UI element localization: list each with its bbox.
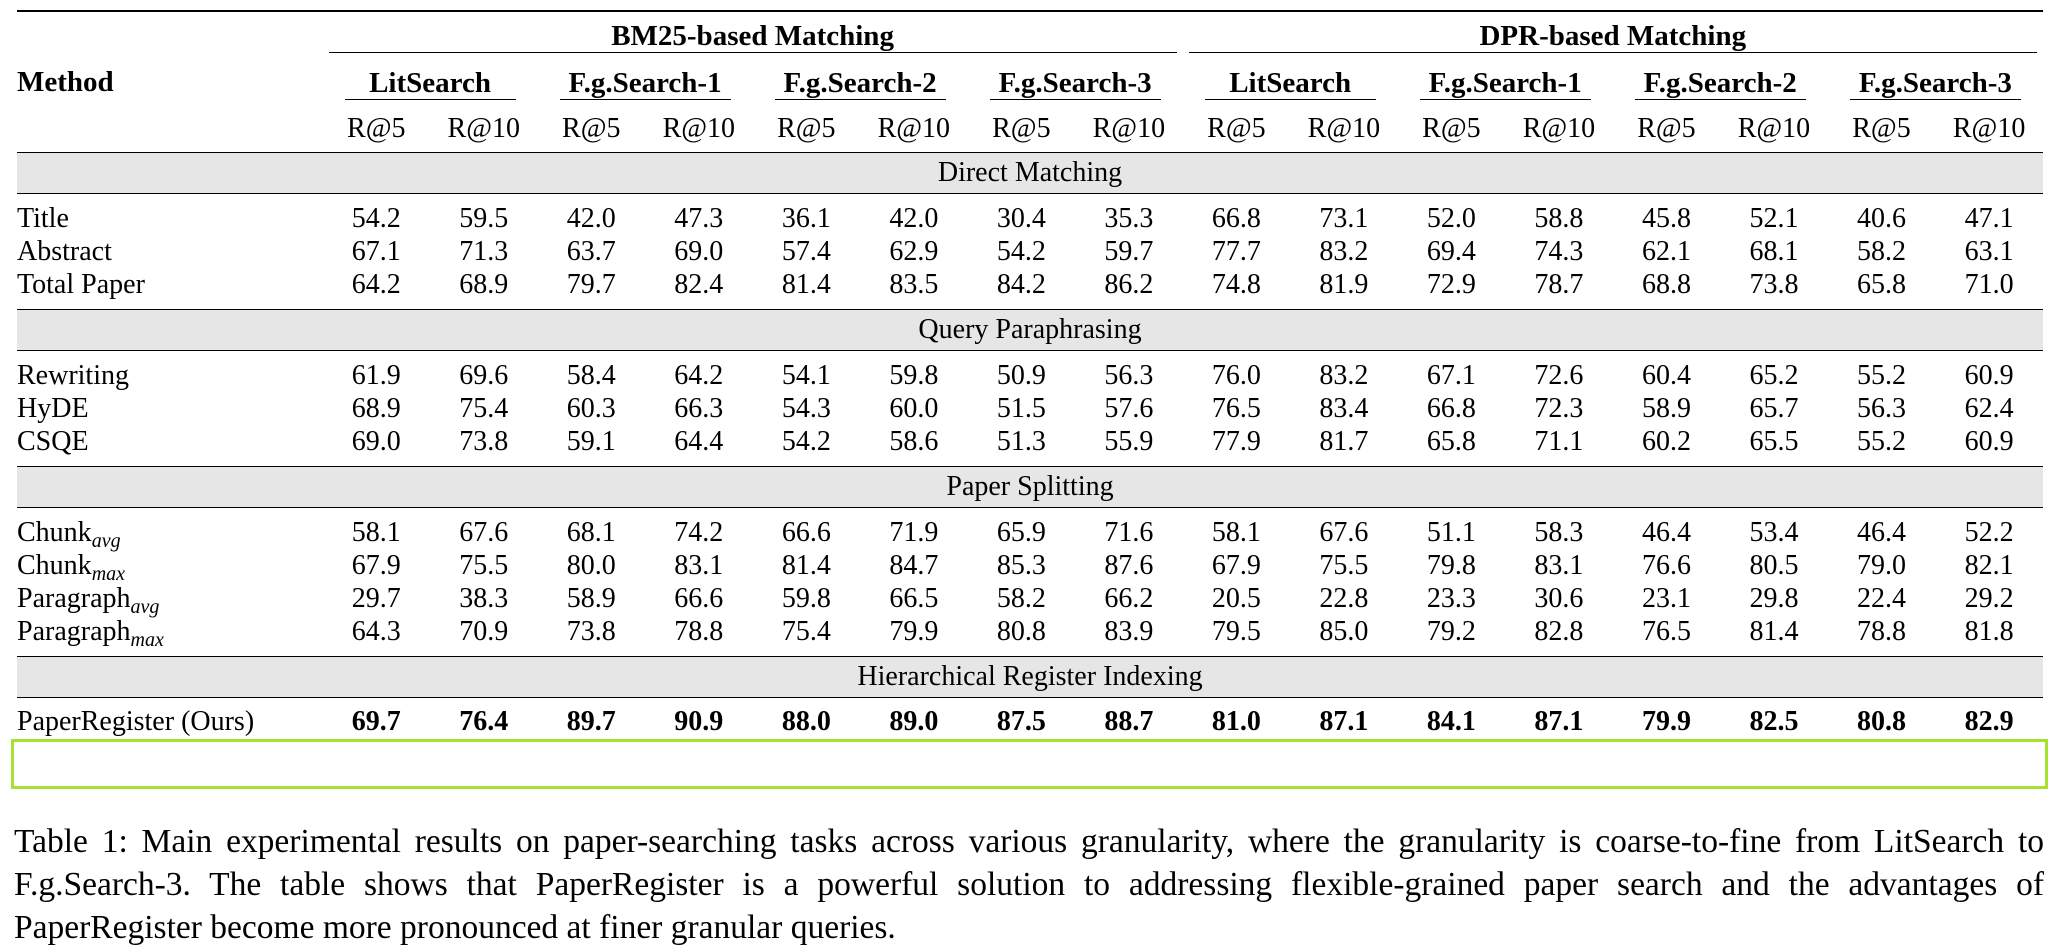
table-cell: 54.2	[781, 426, 831, 457]
table-cell: 82.1	[1964, 550, 2014, 581]
table-cell: 64.2	[674, 360, 724, 391]
table-cell: 82.5	[1749, 706, 1799, 737]
table-cell: 83.2	[1319, 236, 1369, 267]
table-cell: 80.5	[1749, 550, 1799, 581]
table-cell: 81.4	[781, 550, 831, 581]
dataset-header: F.g.Search-1	[538, 67, 753, 100]
table-cell: 55.9	[1104, 426, 1154, 457]
table-cell: 58.2	[1856, 236, 1906, 267]
table-cell: 90.9	[674, 706, 724, 737]
table-cell: 75.5	[1319, 550, 1369, 581]
table-cell: 65.8	[1426, 426, 1476, 457]
table-cell: 35.3	[1104, 203, 1154, 234]
table-cell: 63.1	[1964, 236, 2014, 267]
metric-header: R@10	[1737, 113, 1811, 144]
section-header-row	[17, 310, 2043, 351]
table-cell: 58.2	[996, 583, 1046, 614]
table-cell: 57.6	[1104, 393, 1154, 424]
table-cell: 80.8	[996, 616, 1046, 647]
table-cell: 56.3	[1104, 360, 1154, 391]
table-cell: 58.6	[889, 426, 939, 457]
section-header-row	[17, 657, 2043, 698]
metric-header: R@5	[1852, 113, 1911, 144]
table-cell: 79.0	[1856, 550, 1906, 581]
table-cell: 80.8	[1856, 706, 1906, 737]
table-cell: 77.7	[1211, 236, 1261, 267]
table-cell: 83.1	[1534, 550, 1584, 581]
table-cell: 29.7	[351, 583, 401, 614]
table-cell: 54.2	[351, 203, 401, 234]
table-header	[17, 11, 2043, 153]
table-cell: 73.8	[566, 616, 616, 647]
table-cell: 69.7	[351, 706, 401, 737]
dataset-header: F.g.Search-3	[968, 67, 1183, 100]
table-cell: 83.1	[674, 550, 724, 581]
table-cell: 81.4	[781, 269, 831, 300]
table-caption: Table 1: Main experimental results on paper-searching tasks across various granularity, where the granularity is coarse-to-fine from LitSearch to F.g.Search-3. The table shows that PaperRegister is a powerful solution to addressing flexible-grained paper search and the advantages of PaperRegister become more pronounced at finer granular queries.	[14, 823, 2044, 946]
table-cell: 36.1	[781, 203, 831, 234]
table-cell: 76.5	[1641, 616, 1691, 647]
table-cell: 64.4	[674, 426, 724, 457]
table-cell: 83.4	[1319, 393, 1369, 424]
method-name: HyDE	[17, 393, 89, 424]
metric-header: R@10	[447, 113, 520, 144]
table-row	[17, 202, 2043, 235]
table-cell: 72.9	[1426, 269, 1476, 300]
table-cell: 66.6	[781, 517, 831, 548]
metric-header: R@5	[1207, 113, 1266, 144]
metric-header: R@5	[777, 113, 836, 144]
table-cell: 81.9	[1319, 269, 1369, 300]
table-cell: 87.6	[1104, 550, 1154, 581]
table-row	[17, 549, 2043, 582]
table-cell: 60.9	[1964, 426, 2014, 457]
table-cell: 29.8	[1749, 583, 1799, 614]
metric-header: R@10	[1092, 113, 1166, 144]
table-cell: 71.0	[1964, 269, 2014, 300]
table-cell: 54.2	[996, 236, 1046, 267]
table-cell: 74.3	[1534, 236, 1584, 267]
table-cell: 58.4	[566, 360, 616, 391]
table-cell: 54.3	[781, 393, 831, 424]
table-cell: 77.9	[1211, 426, 1261, 457]
metric-header: R@10	[1952, 113, 2026, 144]
table-cell: 79.8	[1426, 550, 1476, 581]
table-cell: 58.1	[1211, 517, 1261, 548]
method-name: Title	[17, 203, 69, 234]
table-cell: 69.0	[351, 426, 401, 457]
method-header: Method	[17, 11, 323, 153]
dataset-header: F.g.Search-1	[1398, 67, 1613, 100]
table-cell: 79.2	[1426, 616, 1476, 647]
table-cell: 81.4	[1749, 616, 1799, 647]
table-cell: 79.5	[1211, 616, 1261, 647]
table-cell: 88.7	[1104, 706, 1154, 737]
table-cell: 80.0	[566, 550, 616, 581]
metric-header: R@10	[1307, 113, 1381, 144]
table-row	[17, 582, 2043, 615]
table-cell: 52.0	[1426, 203, 1476, 234]
table-cell: 38.3	[459, 583, 509, 614]
table-cell: 79.9	[889, 616, 939, 647]
table-cell: 42.0	[566, 203, 616, 234]
metric-header: R@10	[1522, 113, 1596, 144]
table-cell: 81.0	[1211, 706, 1261, 737]
table-cell: 68.1	[566, 517, 616, 548]
table-cell: 76.4	[459, 706, 509, 737]
table-cell: 62.4	[1964, 393, 2014, 424]
table-cell: 29.2	[1964, 583, 2014, 614]
method-name: PaperRegister (Ours)	[17, 706, 255, 737]
table-cell: 64.2	[351, 269, 401, 300]
table-cell: 54.1	[781, 360, 831, 391]
table-cell: 66.8	[1426, 393, 1476, 424]
table-cell: 51.5	[996, 393, 1046, 424]
section-header-row	[17, 467, 2043, 508]
table-cell: 50.9	[996, 360, 1046, 391]
method-name: Paragraph$_{avg}$	[17, 583, 160, 618]
dataset-header: LitSearch	[1183, 67, 1398, 100]
results-table	[17, 10, 2043, 746]
table-cell: 59.8	[889, 360, 939, 391]
table-cell: 87.5	[996, 706, 1046, 737]
table-cell: 73.8	[1749, 269, 1799, 300]
table-cell: 22.4	[1856, 583, 1906, 614]
table-cell: 58.9	[566, 583, 616, 614]
table-cell: 71.1	[1534, 426, 1584, 457]
table-row	[17, 615, 2043, 648]
table-cell: 45.8	[1641, 203, 1691, 234]
table-cell: 78.8	[1856, 616, 1906, 647]
table-cell: 68.1	[1749, 236, 1799, 267]
metric-header: R@5	[1637, 113, 1696, 144]
table-cell: 76.0	[1211, 360, 1261, 391]
table-cell: 55.2	[1856, 360, 1906, 391]
table-cell: 30.6	[1534, 583, 1584, 614]
table-cell: 23.3	[1426, 583, 1476, 614]
table-cell: 87.1	[1319, 706, 1369, 737]
table-cell: 59.8	[781, 583, 831, 614]
metric-header: R@10	[662, 113, 736, 144]
table-body	[17, 153, 2043, 747]
table-cell: 52.2	[1964, 517, 2014, 548]
table-cell: 84.1	[1426, 706, 1476, 737]
table-cell: 82.9	[1964, 706, 2014, 737]
table-cell: 20.5	[1211, 583, 1261, 614]
table-cell: 67.6	[459, 517, 509, 548]
table-cell: 23.1	[1641, 583, 1691, 614]
method-name: Paragraph$_{max}$	[17, 616, 164, 651]
table-cell: 82.8	[1534, 616, 1584, 647]
table-cell: 47.1	[1964, 203, 2014, 234]
dataset-header: F.g.Search-2	[1613, 67, 1828, 100]
table-cell: 63.7	[566, 236, 616, 267]
table-cell: 74.8	[1211, 269, 1261, 300]
table-cell: 70.9	[459, 616, 509, 647]
table-cell: 73.8	[459, 426, 509, 457]
table-cell: 46.4	[1641, 517, 1691, 548]
section-title: Direct Matching	[17, 153, 2043, 194]
method-name: Abstract	[17, 236, 112, 267]
table-cell: 53.4	[1749, 517, 1799, 548]
table-cell: 67.1	[351, 236, 401, 267]
table-cell: 78.7	[1534, 269, 1584, 300]
table-cell: 69.4	[1426, 236, 1476, 267]
table-cell: 59.5	[459, 203, 509, 234]
metric-header: R@5	[992, 113, 1051, 144]
table-cell: 79.7	[566, 269, 616, 300]
table-cell: 78.8	[674, 616, 724, 647]
table-cell: 74.2	[674, 517, 724, 548]
section-title: Paper Splitting	[17, 467, 2043, 508]
table-cell: 66.5	[889, 583, 939, 614]
table-cell: 57.4	[781, 236, 831, 267]
table-cell: 81.8	[1964, 616, 2014, 647]
table-cell: 64.3	[351, 616, 401, 647]
table-cell: 58.1	[351, 517, 401, 548]
table-cell: 47.3	[674, 203, 724, 234]
table-cell: 76.6	[1641, 550, 1691, 581]
dataset-header: F.g.Search-3	[1828, 67, 2043, 100]
table-cell: 59.7	[1104, 236, 1154, 267]
table-cell: 65.8	[1856, 269, 1906, 300]
table-cell: 60.0	[889, 393, 939, 424]
table-cell: 86.2	[1104, 269, 1154, 300]
table-cell: 66.6	[674, 583, 724, 614]
table-cell: 89.0	[889, 706, 939, 737]
table-cell: 84.7	[889, 550, 939, 581]
table-cell: 85.0	[1319, 616, 1369, 647]
table-cell: 60.2	[1641, 426, 1691, 457]
metric-header: R@5	[562, 113, 621, 144]
table-cell: 71.6	[1104, 517, 1154, 548]
method-name: Total Paper	[17, 269, 145, 300]
method-name: Chunk$_{avg}$	[17, 517, 121, 552]
table-cell: 67.6	[1319, 517, 1369, 548]
table-cell: 72.3	[1534, 393, 1584, 424]
method-name: Rewriting	[17, 360, 129, 391]
table-cell: 60.4	[1641, 360, 1691, 391]
table-cell: 61.9	[351, 360, 401, 391]
metric-header: R@5	[347, 113, 406, 144]
table-cell: 67.9	[351, 550, 401, 581]
table-cell: 66.2	[1104, 583, 1154, 614]
table-cell: 69.0	[674, 236, 724, 267]
table-cell: 89.7	[566, 706, 616, 737]
table-cell: 79.9	[1641, 706, 1691, 737]
table-cell: 83.2	[1319, 360, 1369, 391]
table-cell: 75.4	[459, 393, 509, 424]
ours-row	[17, 698, 2043, 747]
table-cell: 85.3	[996, 550, 1046, 581]
table-cell: 58.8	[1534, 203, 1584, 234]
table-cell: 73.1	[1319, 203, 1369, 234]
table-cell: 75.4	[781, 616, 831, 647]
dataset-header: F.g.Search-2	[753, 67, 968, 100]
section-title: Hierarchical Register Indexing	[17, 657, 2043, 698]
table-cell: 62.1	[1641, 236, 1691, 267]
table-row	[17, 425, 2043, 458]
metric-header: R@10	[877, 113, 951, 144]
table-cell: 42.0	[889, 203, 939, 234]
method-name: CSQE	[17, 426, 89, 457]
table-cell: 75.5	[459, 550, 509, 581]
table-cell: 56.3	[1856, 393, 1906, 424]
table-cell: 62.9	[889, 236, 939, 267]
table-cell: 65.5	[1749, 426, 1799, 457]
table-cell: 65.7	[1749, 393, 1799, 424]
table-cell: 81.7	[1319, 426, 1369, 457]
table-cell: 66.8	[1211, 203, 1261, 234]
table-cell: 60.9	[1964, 360, 2014, 391]
table-row	[17, 359, 2043, 392]
table-cell: 69.6	[459, 360, 509, 391]
table-cell: 60.3	[566, 393, 616, 424]
table-row	[17, 392, 2043, 425]
table-cell: 22.8	[1319, 583, 1369, 614]
table-cell: 30.4	[996, 203, 1046, 234]
table-cell: 40.6	[1856, 203, 1906, 234]
table-cell: 83.9	[1104, 616, 1154, 647]
table-cell: 68.9	[459, 269, 509, 300]
table-row	[17, 235, 2043, 268]
table-row	[17, 516, 2043, 549]
dataset-header: LitSearch	[323, 67, 538, 100]
table-cell: 51.3	[996, 426, 1046, 457]
table-cell: 83.5	[889, 269, 939, 300]
table-cell: 52.1	[1749, 203, 1799, 234]
table-cell: 76.5	[1211, 393, 1261, 424]
metric-header: R@5	[1422, 113, 1481, 144]
group-header-bm25: BM25-based Matching	[323, 20, 1183, 53]
group-header-dpr: DPR-based Matching	[1183, 20, 2043, 53]
table-cell: 58.9	[1641, 393, 1691, 424]
table-cell: 59.1	[566, 426, 616, 457]
table-cell: 84.2	[996, 269, 1046, 300]
table-cell: 58.3	[1534, 517, 1584, 548]
table-cell: 88.0	[781, 706, 831, 737]
table-cell: 82.4	[674, 269, 724, 300]
section-title: Query Paraphrasing	[17, 310, 2043, 351]
table-cell: 67.1	[1426, 360, 1476, 391]
table-cell: 68.8	[1641, 269, 1691, 300]
table-cell: 51.1	[1426, 517, 1476, 548]
table-cell: 66.3	[674, 393, 724, 424]
table-cell: 72.6	[1534, 360, 1584, 391]
table-cell: 71.9	[889, 517, 939, 548]
table-cell: 65.9	[996, 517, 1046, 548]
section-header-row	[17, 153, 2043, 194]
table-cell: 46.4	[1856, 517, 1906, 548]
table-cell: 87.1	[1534, 706, 1584, 737]
method-name: Chunk$_{max}$	[17, 550, 126, 585]
table-cell: 71.3	[459, 236, 509, 267]
table-cell: 67.9	[1211, 550, 1261, 581]
table-row	[17, 268, 2043, 301]
table-cell: 55.2	[1856, 426, 1906, 457]
highlight-box	[11, 739, 2048, 789]
table-cell: 65.2	[1749, 360, 1799, 391]
table-cell: 68.9	[351, 393, 401, 424]
